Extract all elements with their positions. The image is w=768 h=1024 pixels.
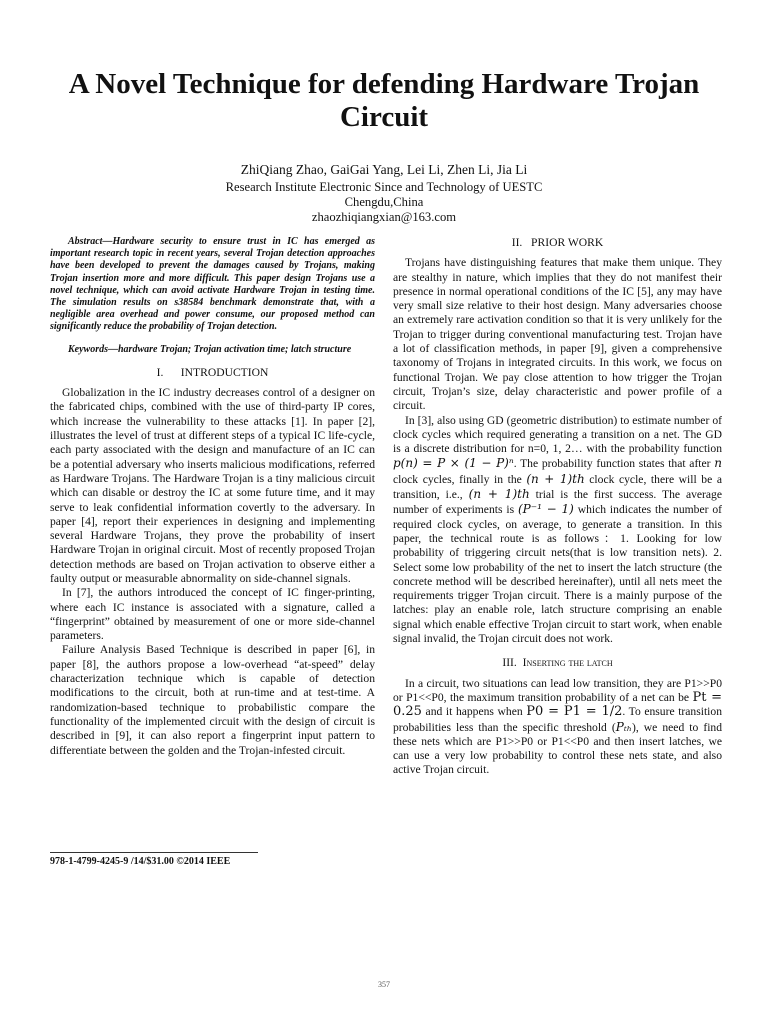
text-run: . The probability function states that after	[513, 457, 715, 471]
formula-p0-p1: P0 = P1 = 1/2	[526, 704, 623, 720]
section-heading-inserting-latch	[393, 656, 722, 670]
intro-paragraph-1: Globalization in the IC industry decreases control of a designer on the fabricated chips, combined with the use of third-party IP cores, which increase the vulnerability to these attacks [1]. In paper [2], illustrates the level of trust at different steps of a typical IC life-cycle, each party associated with the design and manufacture of an IC can be a potential adversary who inserts malicious modifications, referred as Hardware Trojans. The Hardware Trojan is a tiny malicious circuit which can disable or destroy the IC at some future time, and it may serve to leak confidential information covertly to the adversary. In paper [4], report their experiences in designing and implementing several Hardware Trojans, they prove the probability of insert Hardware Trojan in original circuit. Most of recently proposed Trojan detection methods are based on Trojan activation to observe either a faulty output or measurable abnormality on side-channel signals.	[50, 386, 375, 585]
section-number: II.	[511, 236, 523, 249]
section-title: Inserting the latch	[522, 656, 613, 670]
text-run: . To ensure transition probabilities less than the specific threshold (	[393, 705, 722, 734]
location: Chengdu,China	[344, 195, 424, 209]
text-run: trial is the first success. The average number of experiments is	[393, 488, 722, 517]
left-column	[50, 236, 375, 758]
keywords: Keywords—hardware Trojan; Trojan activation time; latch structure	[68, 343, 352, 355]
page-number: 357	[378, 980, 390, 989]
formula-n-plus-1-th: (n + 1)th	[526, 471, 585, 486]
intro-paragraph-2: In [7], the authors introduced the concept of IC finger-printing, where each IC instance is associated with a signature, called a “fingerprint” obtained by measurement of one or more side-channel parameters.	[50, 586, 375, 643]
formula-average-experiments: (P⁻¹ − 1)	[517, 502, 574, 517]
formula-n: n	[714, 456, 722, 471]
section-number: I.	[156, 365, 164, 379]
paper-title: A Novel Technique for defending Hardware Trojan Circuit	[68, 68, 700, 133]
footnote-rule	[50, 852, 258, 853]
author-block	[120, 162, 648, 225]
prior-work-paragraph-1: Trojans have distinguishing features that make them unique. They are stealthy in nature, which implies that they do not manifest their presence in normal operational conditions of the IC [5], any may have very small size relative to their host design. Many adversaries choose an extremely rare activation condition so that it is very unlikely for the Trojan to trigger during conventional manufacturing test. Trojan have a lot of classification methods, in paper [9], given a comprehensive taxonomy of Trojans in integrated circuits. In this work, we focus on functional Trojan. We pay close attention to how trigger the Trojan circuit, Trojan’s size, delay characteristic and power profile of a circuit.	[393, 256, 722, 413]
email: zhaozhiqiangxian@163.com	[311, 210, 457, 224]
text-run: clock cycles, finally in the	[393, 472, 527, 486]
text-run: and it happens when	[421, 705, 527, 719]
affiliation: Research Institute Electronic Since and Technology of UESTC	[225, 180, 543, 194]
formula-pth: Pₜₕ	[615, 719, 632, 734]
formula-n-plus-1-th: (n + 1)th	[468, 487, 530, 502]
text-run: ), we need to find these nets which are P1>>P0 or P1<<P0 and then insert latches, we can use a very low probability to control these nets state, and also active Trojan circuit.	[393, 720, 723, 777]
section-title: INTRODUCTION	[180, 365, 269, 379]
formula-pt: Pt = 0.25	[393, 689, 722, 720]
abstract: Abstract—Hardware security to ensure trust in IC has emerged as important research topic in recent years, several Trojan detection approaches have been developed to prevent the damages caused by Trojans, making Trojan insertion more and more difficult. This paper design Trojans use a novel technique, which can avoid activate Hardware Trojan in testing time. The simulation results on s38584 benchmark demonstrate that, with a negligible area overhead and power consume, our proposed method can significantly reduce the probability of Trojan detection.	[50, 236, 375, 333]
copyright-footnote	[50, 852, 375, 867]
text-run: In a circuit, two situations can lead low transition, they are P1>>P0 or P1<<P0, the maximum transition probability of a net can be	[393, 676, 722, 704]
formula-probability-function: p(n) = P × (1 − P)ⁿ	[393, 456, 514, 471]
text-run: clock cycle, there will be a transition, i.e.,	[393, 472, 722, 502]
section-title: PRIOR WORK	[531, 236, 604, 249]
author-names: ZhiQiang Zhao, GaiGai Yang, Lei Li, Zhen Li, Jia Li	[240, 162, 528, 177]
text-run: In [3], also using GD (geometric distribution) to estimate number of clock cycles which required generating a transition on a net. The GD is a discrete distribution for n=0, 1, 2… with the probability function	[393, 413, 722, 456]
latch-paragraph-1	[393, 677, 722, 778]
section-heading-introduction	[50, 366, 375, 380]
right-column	[393, 236, 722, 778]
text-run: which indicates the number of required clock cycles, on average, to generate a transition. In this paper, the technical route is as follows：1. Looking for low probability of triggering circuit nets(that is low transition nets). 2. Select some low probability of the net to insert the latch structure (the concrete method will be described hereinafter), until all nets meet the requirements trigger Trojan circuit. There is a mainly purpose of the latches: play an enable role, latch structure comprising an enable signal which enable effective Trojan circuit to start work, when enable signal invalid, the Trojan circuit does not work.	[393, 503, 722, 646]
section-number: III.	[502, 656, 517, 670]
prior-work-paragraph-2	[393, 414, 722, 647]
copyright-text: 978-1-4799-4245-9 /14/$31.00 ©2014 IEEE	[50, 856, 231, 867]
section-heading-prior-work	[393, 236, 722, 250]
intro-paragraph-3: Failure Analysis Based Technique is described in paper [6], in paper [8], the authors propose a low-overhead “at-speed” delay characterization technique which is capable of detection modifications to the circuit, both at run-time and at test-time. A randomization-based technique to probabilistic compare the functionality of the implemented circuit with the design of circuit is described in [9], it can also report a fingerprint input pattern to differentiate between the golden and the Trojan-infested circuit.	[50, 643, 375, 757]
